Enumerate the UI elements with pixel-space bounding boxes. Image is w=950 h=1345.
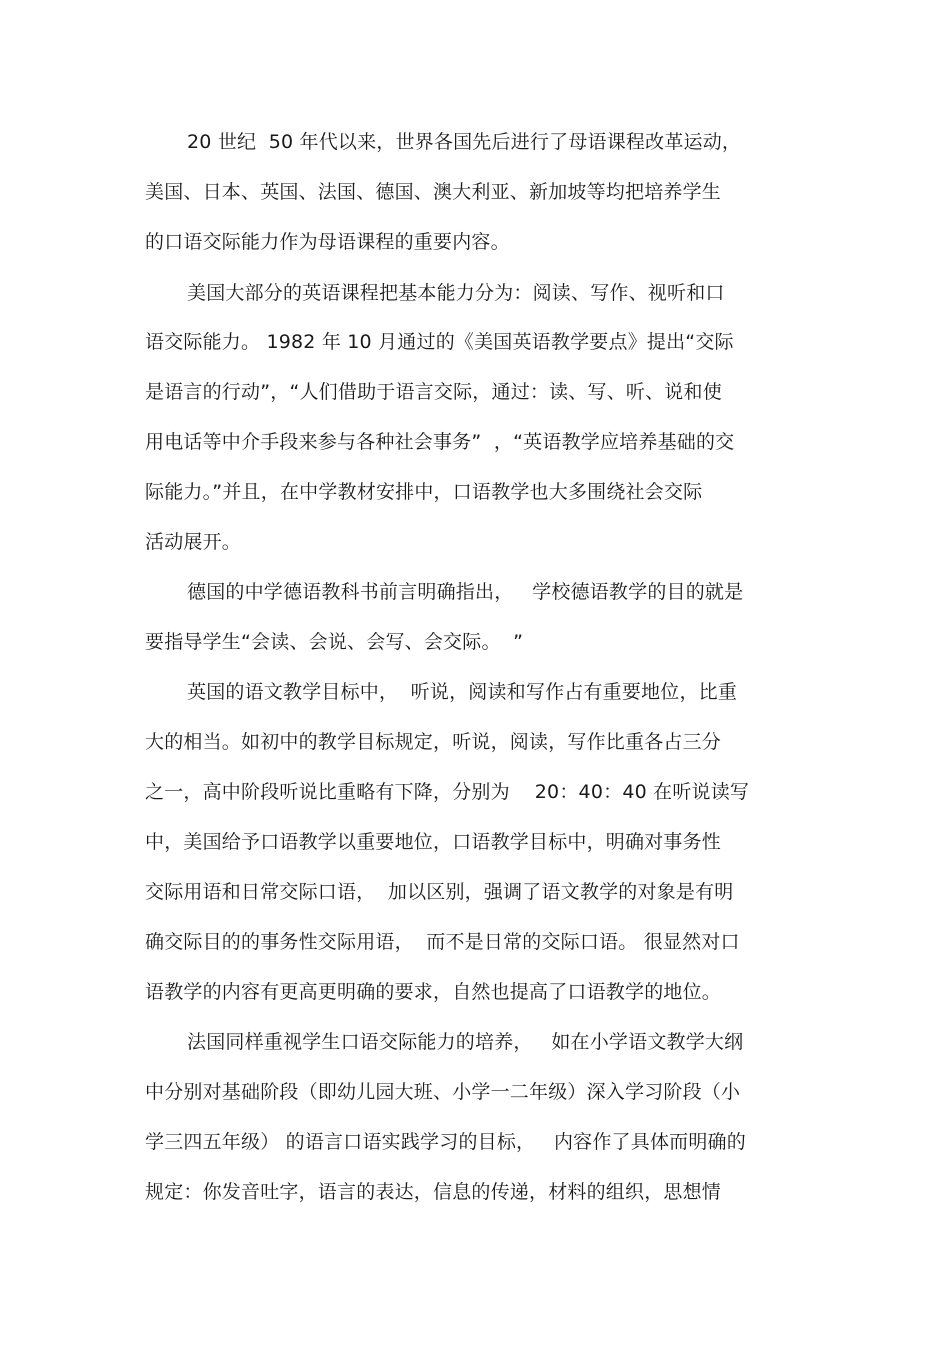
paragraph-line: 交际用语和日常交际口语， 加以区别，强调了语文教学的对象是有明 [145, 881, 734, 903]
paragraph-line: 际能力。”并且，在中学教材安排中，口语教学也大多围绕社会交际 [145, 481, 703, 503]
paragraph-line: 规定：你发音吐字，语言的表达，信息的传递，材料的组织，思想情 [145, 1181, 722, 1203]
paragraph-line: 大的相当。如初中的教学目标规定，听说，阅读，写作比重各占三分 [145, 731, 722, 753]
paragraph-line: 中分别对基础阶段（即幼儿园大班、小学一二年级）深入学习阶段（小 [145, 1081, 741, 1103]
paragraph-line: 确交际目的的事务性交际用语， 而不是日常的交际口语。 很显然对口 [145, 931, 740, 953]
paragraph-line: 要指导学生“会读、会说、会写、会交际。 ” [145, 631, 524, 653]
paragraph-line: 是语言的行动”，“人们借助于语言交际，通过：读、写、听、说和使 [145, 381, 722, 403]
paragraph-line: 法国同样重视学生口语交际能力的培养， 如在小学语文教学大纲 [187, 1031, 744, 1053]
paragraph-line: 英国的语文教学目标中， 听说，阅读和写作占有重要地位，比重 [187, 681, 738, 703]
paragraph-line: 的口语交际能力作为母语课程的重要内容。 [145, 231, 510, 253]
paragraph-line: 德国的中学德语教科书前言明确指出， 学校德语教学的目的就是 [187, 581, 744, 603]
paragraph-line: 美国、日本、英国、法国、德国、澳大利亚、新加坡等均把培养学生 [145, 181, 722, 203]
paragraph-line: 美国大部分的英语课程把基本能力分为：阅读、写作、视听和口 [187, 282, 725, 304]
paragraph-line: 学三四五年级） 的语言口语实践学习的目标， 内容作了具体而明确的 [145, 1131, 746, 1153]
paragraph-line: 之一，高中阶段听说比重略有下降，分别为 20：40：40 在听说读写 [145, 781, 750, 803]
paragraph-line: 活动展开。 [145, 531, 242, 553]
paragraph-line: 中，美国给予口语教学以重要地位，口语教学目标中，明确对事务性 [145, 831, 722, 853]
paragraph-line: 20 世纪 50 年代以来，世界各国先后进行了母语课程改革运动， [187, 131, 742, 153]
paragraph-line: 语教学的内容有更高更明确的要求，自然也提高了口语教学的地位。 [145, 981, 722, 1003]
paragraph-line: 语交际能力。 1982 年 10 月通过的《美国英语教学要点》提出“交际 [145, 331, 734, 353]
paragraph-line: 用电话等中介手段来参与各种社会事务” ，“英语教学应培养基础的交 [145, 431, 735, 453]
